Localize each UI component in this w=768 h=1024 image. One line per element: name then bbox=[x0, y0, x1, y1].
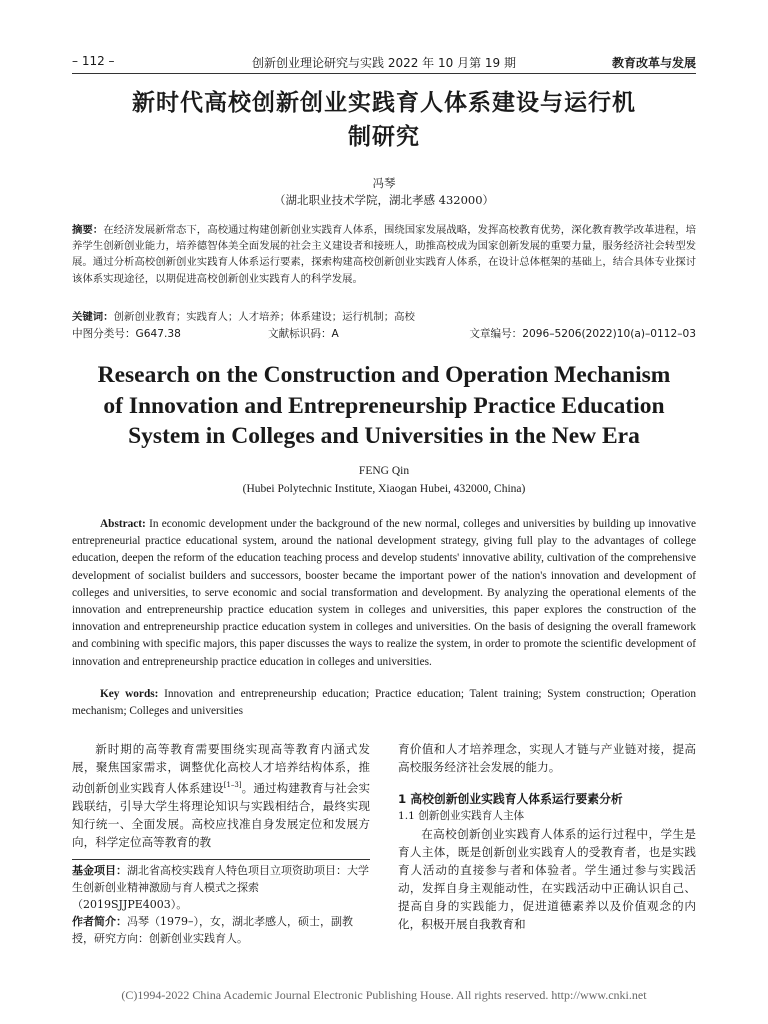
body-paragraph: 在高校创新创业实践育人体系的运行过程中，学生是育人主体，既是创新创业实践育人的受教育者，也是实践育人活动的直接参与者和体验者。学生通过参与实践活动，发挥自身主观能动性，在实践活动中正确认识自己、提高自身的实践能力，促进道德素养以及价值观念的内化，积极开展自我教育和 bbox=[398, 827, 696, 931]
copyright-footer: (C)1994-2022 China Academic Journal Electronic Publishing House. All rights reserved. http://www.cnki.net bbox=[121, 988, 647, 1002]
cn-abstract-text: 在经济发展新常态下，高校通过构建创新创业实践育人体系，围绕国家发展战略，发挥高校教育优势，深化教育教学改革进程，培养学生创新创业能力，培养德智体美全面发展的社会主义建设者和接班人，助推高校成为国家创新发展的重要力量，服务经济社会转型发展。通过分析高校创新创业实践育人体系运行要素，探索构建高校创新创业实践育人体系，在设计总体框架的基础上，结合具体专业探讨该体系实现途径，以期促进高校创新创业实践育人的科学发展。 bbox=[72, 224, 696, 285]
cn-title-line: 制研究 bbox=[348, 123, 420, 150]
en-title-line: Research on the Construction and Operation Mechanism bbox=[97, 362, 671, 388]
en-keywords bbox=[72, 686, 696, 720]
cn-abstract bbox=[72, 222, 696, 287]
journal-name: 创新创业理论研究与实践 2022 年 10 月第 19 期 bbox=[252, 56, 516, 70]
citation: [1–3] bbox=[223, 781, 242, 789]
en-keywords-label: Key words: bbox=[100, 688, 159, 700]
body-paragraph: 育价值和人才培养理念，实现人才链与产业链对接，提高高校服务经济社会发展的能力。 bbox=[398, 742, 696, 774]
body-paragraph bbox=[72, 740, 370, 851]
en-keywords-text: Innovation and entrepreneurship education; Practice education; Talent training; System construction; Operation mechanism; Colleges and universities bbox=[72, 688, 696, 718]
running-head bbox=[72, 54, 696, 72]
en-abstract bbox=[72, 516, 696, 671]
cn-author: 冯琴 bbox=[372, 176, 396, 190]
clc-number: 中图分类号：G647.38 bbox=[72, 328, 181, 340]
cn-title bbox=[72, 86, 696, 154]
en-affiliation: (Hubei Polytechnic Institute, Xiaogan Hubei, 432000, China) bbox=[242, 483, 526, 495]
footnote-author bbox=[72, 913, 370, 947]
document-code: 文献标识码：A bbox=[268, 328, 339, 340]
en-abstract-label: Abstract: bbox=[100, 518, 146, 530]
en-title bbox=[60, 360, 708, 452]
footnote-fund bbox=[72, 862, 370, 913]
subsection-heading: 1.1 创新创业实践育人主体 bbox=[398, 810, 525, 822]
en-abstract-text: In economic development under the background of the new normal, colleges and universities by building up innovative entrepreneurial practice educational system, around the national development strategy, giving full play to the advantages of college education, deepen the reform of the education teaching process and develop students' innovative ability, cultivation of the comprehensive development of socialist builders and successors, booster became the important power of the nation's innovation and development of colleges and universities, to serve economic and social transformation and development. By analyzing the operational elements of the innovation and entrepreneurship practice education system in colleges and universities, this paper explores the construction of the innovation and entrepreneurship practice education system in colleges and universities. On the basis of designing the overall framework and combining with specific majors, this paper discusses the ways to realize the system, in order to promote the scientific development of innovation and entrepreneurship practice education in colleges and universities. bbox=[72, 518, 696, 668]
cn-abstract-label: 摘要： bbox=[72, 224, 104, 236]
author-bio-label: 作者简介： bbox=[72, 915, 127, 928]
author-bio-text: 冯琴（1979–），女，湖北孝感人，硕士，副教授，研究方向：创新创业实践育人。 bbox=[72, 915, 353, 945]
fund-label: 基金项目： bbox=[72, 864, 127, 877]
cn-title-line: 新时代高校创新创业实践育人体系建设与运行机 bbox=[132, 89, 636, 116]
en-title-line: System in Colleges and Universities in the New Era bbox=[128, 423, 640, 449]
page-number: – 112 – bbox=[72, 54, 115, 68]
en-author: FENG Qin bbox=[358, 465, 410, 477]
cn-keywords-text: 创新创业教育；实践育人；人才培养；体系建设；运行机制；高校 bbox=[113, 311, 415, 323]
article-number: 文章编号：2096–5206(2022)10(a)–0112–03 bbox=[469, 328, 696, 340]
cn-keywords-label: 关键词： bbox=[72, 311, 114, 323]
en-title-line: of Innovation and Entrepreneurship Practice Education bbox=[103, 392, 665, 419]
paragraph-text: 。通过构建教育与社会实践联结，引导大学生将理论知识与实践相结合，最终实现知行统一、全面发展。高校应找准自身发展定位和发展方向，科学定位高等教育的教 bbox=[72, 780, 370, 849]
section-name: 教育改革与发展 bbox=[611, 56, 696, 70]
paragraph-text: 新时期的高等教育需要围绕实现高等教育内涵式发展，聚焦国家需求，调整优化高校人才培养结构体系，推动创新创业实践育人体系建设 bbox=[72, 742, 370, 795]
header-rule bbox=[72, 73, 696, 74]
fund-text: 湖北省高校实践育人特色项目立项资助项目：大学生创新创业精神激励与育人模式之探索（2019SJJPE4003）。 bbox=[72, 864, 369, 911]
cn-keywords bbox=[72, 309, 696, 325]
section-heading: 1 高校创新创业实践育人体系运行要素分析 bbox=[398, 792, 623, 806]
body-right-column bbox=[398, 740, 696, 933]
footnote-rule bbox=[72, 859, 370, 860]
cn-affiliation: （湖北职业技术学院，湖北孝感 432000） bbox=[273, 193, 495, 207]
body-left-column bbox=[72, 740, 370, 851]
